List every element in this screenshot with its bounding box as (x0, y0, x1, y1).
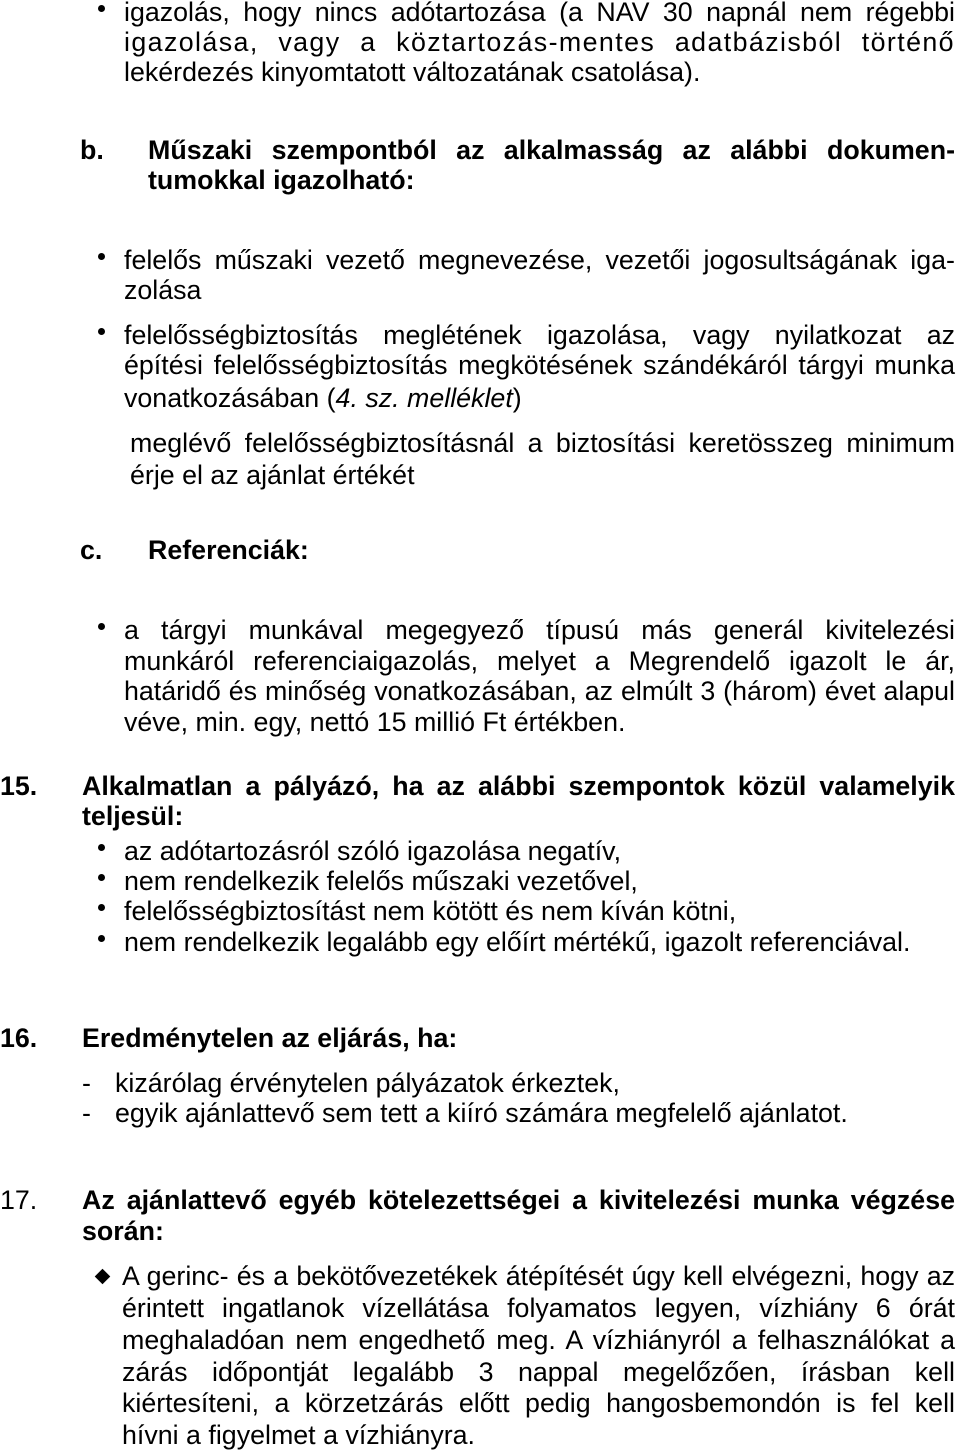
bullet-line: igazolás, hogy nincs adótartozása (a NAV 30 napnál nem régebbi (124, 0, 955, 27)
bullet-dot-icon (98, 253, 105, 260)
bullet-line: érintett ingatlanok vízellátása folyamatos legyen, vízhiány 6 órát (122, 1293, 955, 1323)
bullet-line: lekérdezés kinyomtatott változatának csatolása). (124, 57, 701, 87)
list-item: egyik ajánlattevő sem tett a kiíró számára megfelelő ajánlatot. (115, 1098, 848, 1128)
bullet-line: zárás időpontját legalább 3 nappal megelőzően, írásban kell (122, 1357, 955, 1387)
bullet-dot-icon (98, 623, 105, 630)
item-title: Referenciák: (148, 535, 309, 565)
bullet-dot-icon (98, 328, 105, 335)
line-text: vonatkozásában ( (124, 383, 336, 413)
item-title-line: Műszaki szempontból az alkalmasság az alábbi dokumen- (148, 135, 955, 165)
section-number: 16. (0, 1023, 38, 1053)
bullet-line: felelősségbiztosítás meglétének igazolása, vagy nyilatkozat az (124, 320, 955, 350)
bullet-dot-icon (98, 5, 105, 12)
bullet-line: felelős műszaki vezető megnevezése, vezetői jogosultságának iga- (124, 245, 955, 275)
bullet-dot-icon (98, 844, 105, 851)
section-title-line: során: (82, 1216, 164, 1246)
list-item: kizárólag érvénytelen pályázatok érkeztek, (115, 1068, 620, 1098)
bullet-dot-icon (98, 935, 105, 942)
bullet-line: kiértesíteni, a körzetzárás előtt pedig hangosbemondón is fel kell (122, 1388, 955, 1418)
list-item: felelősségbiztosítást nem kötött és nem kíván kötni, (124, 896, 737, 926)
section-title: Eredménytelen az eljárás, ha: (82, 1023, 458, 1053)
item-marker: c. (80, 535, 103, 565)
bullet-line: építési felelősségbiztosítás megkötésének szándékáról tárgyi munka (124, 350, 955, 380)
section-title-line: Alkalmatlan a pályázó, ha az alábbi szempontok közül valamelyik (82, 771, 955, 801)
item-marker: b. (80, 135, 104, 165)
bullet-line: véve, min. egy, nettó 15 millió Ft értékben. (124, 707, 626, 737)
bullet-line: A gerinc- és a bekötővezetékek átépítését úgy kell elvégezni, hogy az (122, 1261, 955, 1291)
dash-marker: - (82, 1098, 91, 1128)
section-number: 15. (0, 771, 38, 801)
line-text: ) (512, 383, 522, 413)
bullet-line: munkáról referenciaigazolás, melyet a Megrendelő igazolt le ár, (124, 646, 955, 676)
list-item: az adótartozásról szóló igazolása negatív, (124, 836, 622, 866)
list-item: nem rendelkezik legalább egy előírt mértékű, igazolt referenciával. (124, 927, 911, 957)
bullet-line: határidő és minőség vonatkozásában, az elmúlt 3 (három) évet alapul (124, 676, 955, 706)
annex-reference: 4. sz. melléklet (335, 383, 513, 413)
list-item: nem rendelkezik felelős műszaki vezetővel, (124, 866, 638, 896)
bullet-dot-icon (98, 904, 105, 911)
bullet-line: zolása (124, 275, 202, 305)
dash-marker: - (82, 1068, 91, 1098)
note-line: meglévő felelősségbiztosításnál a biztosítási keretösszeg minimum (130, 428, 955, 458)
bullet-line: meghaladóan nem engedhető meg. A vízhiányról a felhasználókat a (122, 1325, 955, 1355)
bullet-line: igazolása, vagy a köztartozás-mentes adatbázisból történő (124, 27, 955, 57)
bullet-line (124, 383, 955, 413)
bullet-line: hívni a figyelmet a vízhiányra. (122, 1420, 475, 1450)
bullet-dot-icon (98, 874, 105, 881)
section-title-line: teljesül: (82, 801, 184, 831)
diamond-bullet-icon (95, 1269, 111, 1285)
bullet-line: a tárgyi munkával megegyező típusú más generál kivitelezési (124, 615, 955, 645)
section-title-line: Az ajánlattevő egyéb kötelezettségei a kivitelezési munka végzése (82, 1185, 955, 1215)
section-number: 17. (0, 1185, 38, 1215)
item-title-line: tumokkal igazolható: (148, 165, 415, 195)
note-line: érje el az ajánlat értékét (130, 460, 415, 490)
